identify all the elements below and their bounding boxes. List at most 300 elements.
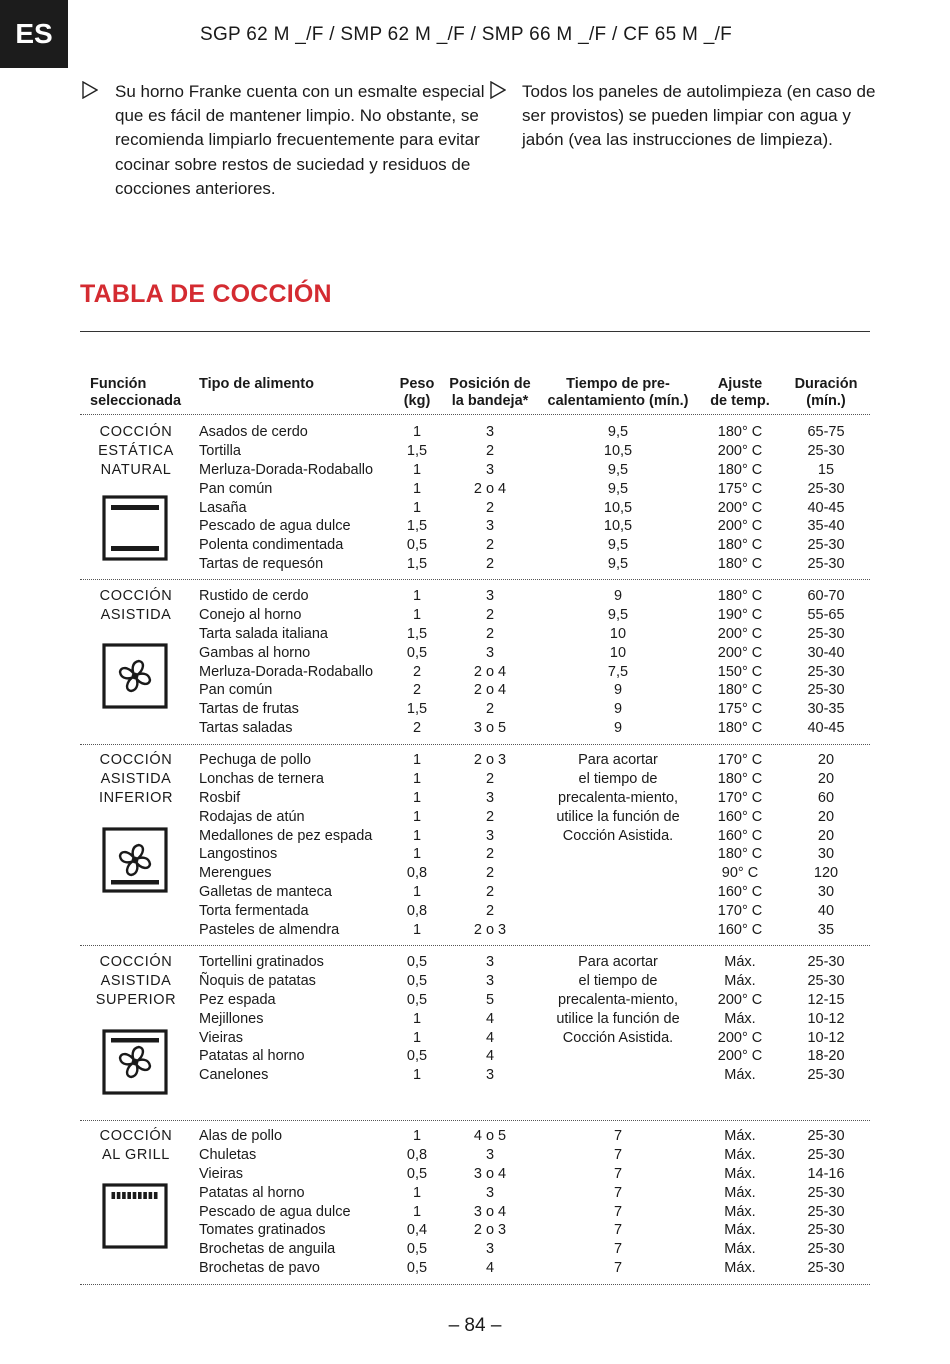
tray-position-cell: 2 — [485, 606, 495, 623]
preheat-cell: 7 — [613, 1146, 623, 1163]
tray-position-cell: 2 — [485, 770, 495, 787]
duration-cell: 25-30 — [807, 625, 845, 642]
duration-cell: 40-45 — [807, 499, 845, 516]
table-row — [80, 751, 870, 770]
food-cell: Gambas al horno — [199, 644, 311, 661]
weight-cell: 0,5 — [406, 537, 428, 554]
divider — [80, 1120, 870, 1121]
temperature-cell: Máx. — [724, 1128, 756, 1144]
table-row — [80, 991, 870, 1010]
table-row — [80, 1259, 870, 1278]
food-cell: Pescado de agua dulce — [199, 518, 351, 535]
tray-position-cell: 3 — [485, 518, 495, 535]
temperature-cell: 200° C — [717, 991, 763, 1008]
temperature-cell: Máx. — [724, 1184, 756, 1201]
food-cell: Pan común — [199, 682, 273, 699]
tray-position-cell: 4 — [485, 1010, 495, 1027]
tray-position-cell: 2 o 4 — [473, 682, 507, 699]
food-cell: Merengues — [199, 865, 272, 882]
weight-cell: 0,5 — [406, 1260, 428, 1277]
weight-cell: 2 — [412, 663, 422, 680]
language-tab: ES — [0, 0, 68, 68]
food-cell: Pescado de agua dulce — [199, 1203, 351, 1220]
duration-cell: 18-20 — [807, 1048, 845, 1065]
tray-position-cell: 2 — [485, 884, 495, 901]
temperature-cell: 175° C — [717, 480, 763, 497]
temperature-cell: 180° C — [717, 461, 763, 478]
weight-cell: 1 — [412, 846, 422, 863]
temperature-cell: 170° C — [717, 752, 763, 768]
weight-cell: 0,5 — [406, 1165, 428, 1182]
food-cell: Pechuga de pollo — [199, 752, 312, 768]
food-cell: Tomates gratinados — [199, 1222, 326, 1239]
table-row — [80, 1146, 870, 1165]
weight-cell: 1 — [412, 588, 422, 604]
duration-cell: 25-30 — [807, 480, 845, 497]
table-row — [80, 1010, 870, 1029]
food-cell: Medallones de pez espada — [199, 827, 373, 844]
temperature-cell: Máx. — [724, 1203, 756, 1220]
table-row — [80, 442, 870, 461]
duration-cell: 55-65 — [807, 606, 845, 623]
tray-position-cell: 2 — [485, 556, 495, 573]
tray-position-cell: 4 — [485, 1048, 495, 1065]
weight-cell: 1 — [412, 884, 422, 901]
duration-cell: 25-30 — [807, 954, 845, 970]
preheat-cell: 10,5 — [603, 442, 633, 459]
tray-position-cell: 4 — [485, 1029, 495, 1046]
table-row — [80, 883, 870, 902]
food-cell: Merluza-Dorada-Rodaballo — [199, 663, 374, 680]
temperature-cell: 170° C — [717, 903, 763, 920]
tray-position-cell: 4 — [485, 1260, 495, 1277]
header-duracion: Duración (mín.) — [794, 376, 858, 409]
tray-position-cell: 2 — [485, 903, 495, 920]
duration-cell: 25-30 — [807, 1067, 845, 1084]
temperature-cell: Máx. — [724, 972, 756, 989]
tray-position-cell: 3 o 4 — [473, 1165, 507, 1182]
weight-cell: 1 — [412, 480, 422, 497]
preheat-cell: 10 — [609, 625, 627, 642]
temperature-cell: 180° C — [717, 588, 763, 604]
tray-position-cell: 3 — [485, 644, 495, 661]
divider — [80, 414, 870, 415]
duration-cell: 35-40 — [807, 518, 845, 535]
duration-cell: 65-75 — [807, 424, 845, 440]
tray-position-cell: 2 o 4 — [473, 480, 507, 497]
weight-cell: 1 — [412, 922, 422, 939]
weight-cell: 1 — [412, 499, 422, 516]
divider — [80, 744, 870, 745]
tray-position-cell: 2 — [485, 846, 495, 863]
duration-cell: 25-30 — [807, 442, 845, 459]
duration-cell: 120 — [813, 865, 839, 882]
weight-cell: 1,5 — [406, 625, 428, 642]
table-row — [80, 902, 870, 921]
preheat-cell: 7 — [613, 1128, 623, 1144]
weight-cell: 1,5 — [406, 556, 428, 573]
preheat-cell: 7,5 — [607, 663, 629, 680]
note-cleaning-enamel — [80, 80, 490, 201]
food-cell: Ñoquis de patatas — [199, 972, 316, 989]
table-row — [80, 1127, 870, 1146]
tray-position-cell: 3 — [485, 789, 495, 806]
table-row — [80, 644, 870, 663]
title-divider — [80, 331, 870, 332]
temperature-cell: Máx. — [724, 1222, 756, 1239]
table-row — [80, 845, 870, 864]
duration-cell: 20 — [817, 827, 835, 844]
weight-cell: 1 — [412, 1067, 422, 1084]
temperature-cell: Máx. — [724, 1165, 756, 1182]
temperature-cell: 180° C — [717, 556, 763, 573]
duration-cell: 30-40 — [807, 644, 845, 661]
duration-cell: 30-35 — [807, 701, 845, 718]
tray-position-cell: 3 — [485, 1146, 495, 1163]
food-cell: Asados de cerdo — [199, 424, 308, 440]
duration-cell: 12-15 — [807, 991, 845, 1008]
header-ajuste: Ajuste de temp. — [710, 376, 770, 409]
triangle-bullet-icon — [490, 81, 506, 99]
food-cell: Pasteles de almendra — [199, 922, 340, 939]
temperature-cell: 200° C — [717, 499, 763, 516]
preheat-cell: 9,5 — [607, 556, 629, 573]
duration-cell: 25-30 — [807, 1241, 845, 1258]
temperature-cell: 180° C — [717, 770, 763, 787]
food-cell: Vieiras — [199, 1029, 244, 1046]
weight-cell: 2 — [412, 720, 422, 737]
duration-cell: 25-30 — [807, 1146, 845, 1163]
tray-position-cell: 4 o 5 — [473, 1128, 507, 1144]
table-row — [80, 480, 870, 499]
food-cell: Polenta condimentada — [199, 537, 344, 554]
table-row — [80, 921, 870, 940]
duration-cell: 35 — [817, 922, 835, 939]
temperature-cell: 175° C — [717, 701, 763, 718]
note-text: Todos los paneles de autolimpieza (en caso de ser provistos) se pueden limpiar con agua y jabón (vea las instrucciones de limpieza). — [522, 82, 876, 150]
preheat-note: Para acortar el tiempo de precalenta-miento, utilice la función de Cocción Asistida. — [556, 954, 680, 1046]
temperature-cell: 180° C — [717, 682, 763, 699]
duration-cell: 15 — [817, 461, 835, 478]
tray-position-cell: 2 — [485, 625, 495, 642]
tray-position-cell: 2 o 3 — [473, 752, 507, 768]
food-cell: Tarta salada italiana — [199, 625, 328, 642]
weight-cell: 0,5 — [406, 954, 428, 970]
food-cell: Lonchas de ternera — [199, 770, 324, 787]
weight-cell: 1,5 — [406, 701, 428, 718]
weight-cell: 1 — [412, 770, 422, 787]
tray-position-cell: 3 — [485, 1184, 495, 1201]
table-row — [80, 700, 870, 719]
tray-position-cell: 3 — [485, 424, 495, 440]
weight-cell: 1 — [412, 1010, 422, 1027]
header-tipo: Tipo de alimento — [199, 376, 314, 392]
tray-position-cell: 2 — [485, 808, 495, 825]
food-cell: Brochetas de anguila — [199, 1241, 336, 1258]
food-cell: Tartas saladas — [199, 720, 293, 737]
temperature-cell: 180° C — [717, 537, 763, 554]
table-row — [80, 864, 870, 883]
duration-cell: 25-30 — [807, 663, 845, 680]
note-cleaning-panels — [490, 80, 880, 201]
temperature-cell: 160° C — [717, 922, 763, 939]
temperature-cell: 150° C — [717, 663, 763, 680]
temperature-cell: 190° C — [717, 606, 763, 623]
duration-cell: 40 — [817, 903, 835, 920]
temperature-cell: 200° C — [717, 1048, 763, 1065]
weight-cell: 0,5 — [406, 991, 428, 1008]
table-row — [80, 499, 870, 518]
food-cell: Mejillones — [199, 1010, 264, 1027]
duration-cell: 25-30 — [807, 1184, 845, 1201]
divider — [80, 945, 870, 946]
duration-cell: 10-12 — [807, 1010, 845, 1027]
section-title: TABLA DE COCCIÓN — [80, 280, 332, 308]
food-cell: Tortellini gratinados — [199, 954, 324, 970]
duration-cell: 10-12 — [807, 1029, 845, 1046]
weight-cell: 1 — [412, 1203, 422, 1220]
tray-position-cell: 3 — [485, 461, 495, 478]
temperature-cell: 200° C — [717, 625, 763, 642]
table-row — [80, 789, 870, 808]
tray-position-cell: 5 — [485, 991, 495, 1008]
duration-cell: 25-30 — [807, 537, 845, 554]
food-cell: Lasaña — [199, 499, 247, 516]
temperature-cell: 90° C — [721, 865, 759, 882]
food-cell: Tartas de frutas — [199, 701, 299, 718]
model-header: SGP 62 M _/F / SMP 62 M _/F / SMP 66 M _/F / CF 65 M _/F — [200, 24, 733, 45]
weight-cell: 1 — [412, 808, 422, 825]
preheat-cell: 9 — [613, 701, 623, 718]
divider — [80, 1284, 870, 1285]
table-row — [80, 827, 870, 846]
preheat-cell: 9 — [613, 720, 623, 737]
preheat-cell: 10,5 — [603, 518, 633, 535]
notes-section — [80, 80, 880, 201]
preheat-cell: 9,5 — [607, 424, 629, 440]
duration-cell: 20 — [817, 752, 835, 768]
tray-position-cell: 2 o 4 — [473, 663, 507, 680]
tray-position-cell: 3 — [485, 954, 495, 970]
temperature-cell: Máx. — [724, 1146, 756, 1163]
note-text: Su horno Franke cuenta con un esmalte especial que es fácil de mantener limpio. No obstante, se recomienda limpiarlo frecuentemente para evitar cocinar sobre restos de suciedad y residuos de cocciones anteriores. — [115, 82, 485, 198]
function-label: COCCIÓN ASISTIDA INFERIOR — [98, 752, 174, 806]
weight-cell: 0,5 — [406, 644, 428, 661]
table-row — [80, 555, 870, 574]
temperature-cell: 160° C — [717, 884, 763, 901]
food-cell: Rustido de cerdo — [199, 588, 309, 604]
table-row — [80, 681, 870, 700]
temperature-cell: Máx. — [724, 1241, 756, 1258]
duration-cell: 20 — [817, 808, 835, 825]
temperature-cell: 200° C — [717, 644, 763, 661]
weight-cell: 1 — [412, 461, 422, 478]
temperature-cell: 170° C — [717, 789, 763, 806]
preheat-cell: 9,5 — [607, 606, 629, 623]
duration-cell: 14-16 — [807, 1165, 845, 1182]
tray-position-cell: 2 — [485, 537, 495, 554]
table-row — [80, 1165, 870, 1184]
preheat-cell: 7 — [613, 1260, 623, 1277]
preheat-cell: 7 — [613, 1184, 623, 1201]
food-cell: Torta fermentada — [199, 903, 309, 920]
weight-cell: 1 — [412, 789, 422, 806]
tray-position-cell: 3 o 5 — [473, 720, 507, 737]
duration-cell: 60-70 — [807, 588, 845, 604]
tray-position-cell: 3 — [485, 827, 495, 844]
table-row — [80, 536, 870, 555]
temperature-cell: 200° C — [717, 442, 763, 459]
food-cell: Galletas de manteca — [199, 884, 332, 901]
preheat-cell: 10,5 — [603, 499, 633, 516]
weight-cell: 1 — [412, 1128, 422, 1144]
duration-cell: 20 — [817, 770, 835, 787]
temperature-cell: 180° C — [717, 424, 763, 440]
tray-position-cell: 3 — [485, 588, 495, 604]
preheat-cell: 7 — [613, 1241, 623, 1258]
triangle-bullet-icon — [82, 81, 98, 99]
tray-position-cell: 2 — [485, 442, 495, 459]
tray-position-cell: 2 — [485, 499, 495, 516]
food-cell: Rosbif — [199, 789, 241, 806]
table-row — [80, 1066, 870, 1085]
table-row — [80, 1240, 870, 1259]
table-row — [80, 1184, 870, 1203]
header-peso: Peso (kg) — [399, 376, 435, 409]
table-row — [80, 625, 870, 644]
tray-position-cell: 2 o 3 — [473, 922, 507, 939]
table-row — [80, 1029, 870, 1048]
food-cell: Conejo al horno — [199, 606, 302, 623]
temperature-cell: Máx. — [724, 954, 756, 970]
table-row — [80, 808, 870, 827]
food-cell: Rodajas de atún — [199, 808, 305, 825]
tray-position-cell: 3 o 4 — [473, 1203, 507, 1220]
preheat-cell: 7 — [613, 1203, 623, 1220]
table-row — [80, 587, 870, 606]
temperature-cell: 180° C — [717, 720, 763, 737]
weight-cell: 0,5 — [406, 1048, 428, 1065]
preheat-cell: 9,5 — [607, 480, 629, 497]
page-number: – 84 – — [448, 1315, 502, 1336]
tray-position-cell: 2 o 3 — [473, 1222, 507, 1239]
food-cell: Tartas de requesón — [199, 556, 324, 573]
header-funcion: Función seleccionada — [90, 376, 182, 409]
header-tiempo: Tiempo de pre- calentamiento (mín.) — [547, 376, 689, 409]
table-row — [80, 1221, 870, 1240]
weight-cell: 1 — [412, 1184, 422, 1201]
weight-cell: 0,5 — [406, 1241, 428, 1258]
temperature-cell: Máx. — [724, 1010, 756, 1027]
weight-cell: 1 — [412, 827, 422, 844]
temperature-cell: 160° C — [717, 827, 763, 844]
temperature-cell: Máx. — [724, 1260, 756, 1277]
table-row — [80, 423, 870, 442]
temperature-cell: Máx. — [724, 1067, 756, 1084]
food-cell: Vieiras — [199, 1165, 244, 1182]
weight-cell: 1 — [412, 1029, 422, 1046]
food-cell: Pan común — [199, 480, 273, 497]
tray-position-cell: 2 — [485, 865, 495, 882]
food-cell: Canelones — [199, 1067, 269, 1084]
tray-position-cell: 3 — [485, 1067, 495, 1084]
table-row — [80, 972, 870, 991]
food-cell: Patatas al horno — [199, 1184, 305, 1201]
table-row — [80, 719, 870, 738]
weight-cell: 2 — [412, 682, 422, 699]
table-row — [80, 606, 870, 625]
function-label: COCCIÓN AL GRILL — [99, 1128, 173, 1163]
weight-cell: 1 — [412, 424, 422, 440]
duration-cell: 30 — [817, 846, 835, 863]
duration-cell: 25-30 — [807, 1222, 845, 1239]
preheat-cell: 10 — [609, 644, 627, 661]
preheat-note: Para acortar el tiempo de precalenta-miento, utilice la función de Cocción Asistida. — [556, 752, 680, 844]
tray-position-cell: 3 — [485, 1241, 495, 1258]
weight-cell: 0,5 — [406, 972, 428, 989]
food-cell: Chuletas — [199, 1146, 257, 1163]
duration-cell: 25-30 — [807, 972, 845, 989]
weight-cell: 1,5 — [406, 442, 428, 459]
temperature-cell: 180° C — [717, 846, 763, 863]
duration-cell: 25-30 — [807, 1128, 845, 1144]
function-label: COCCIÓN ESTÁTICA NATURAL — [98, 424, 174, 478]
weight-cell: 1 — [412, 606, 422, 623]
table-row — [80, 953, 870, 972]
preheat-cell: 9 — [613, 588, 623, 604]
function-label: COCCIÓN ASISTIDA SUPERIOR — [95, 954, 177, 1008]
preheat-cell: 9,5 — [607, 537, 629, 554]
duration-cell: 25-30 — [807, 1260, 845, 1277]
food-cell: Merluza-Dorada-Rodaballo — [199, 461, 374, 478]
temperature-cell: 200° C — [717, 1029, 763, 1046]
food-cell: Alas de pollo — [199, 1128, 283, 1144]
duration-cell: 25-30 — [807, 556, 845, 573]
temperature-cell: 160° C — [717, 808, 763, 825]
preheat-cell: 9 — [613, 682, 623, 699]
table-row — [80, 663, 870, 682]
table-row — [80, 1047, 870, 1066]
table-row — [80, 517, 870, 536]
weight-cell: 1,5 — [406, 518, 428, 535]
weight-cell: 0,8 — [406, 903, 428, 920]
tray-position-cell: 2 — [485, 701, 495, 718]
food-cell: Patatas al horno — [199, 1048, 305, 1065]
weight-cell: 0,4 — [406, 1222, 428, 1239]
duration-cell: 25-30 — [807, 1203, 845, 1220]
weight-cell: 1 — [412, 752, 422, 768]
table-row — [80, 1203, 870, 1222]
food-cell: Brochetas de pavo — [199, 1260, 320, 1277]
duration-cell: 60 — [817, 789, 835, 806]
function-label: COCCIÓN ASISTIDA — [99, 588, 173, 623]
table-row — [80, 461, 870, 480]
preheat-cell: 7 — [613, 1222, 623, 1239]
tray-position-cell: 3 — [485, 972, 495, 989]
divider — [80, 579, 870, 580]
food-cell: Langostinos — [199, 846, 278, 863]
duration-cell: 25-30 — [807, 682, 845, 699]
food-cell: Tortilla — [199, 442, 241, 459]
food-cell: Pez espada — [199, 991, 276, 1008]
preheat-cell: 7 — [613, 1165, 623, 1182]
preheat-cell: 9,5 — [607, 461, 629, 478]
weight-cell: 0,8 — [406, 865, 428, 882]
weight-cell: 0,8 — [406, 1146, 428, 1163]
duration-cell: 40-45 — [807, 720, 845, 737]
table-row — [80, 770, 870, 789]
temperature-cell: 200° C — [717, 518, 763, 535]
